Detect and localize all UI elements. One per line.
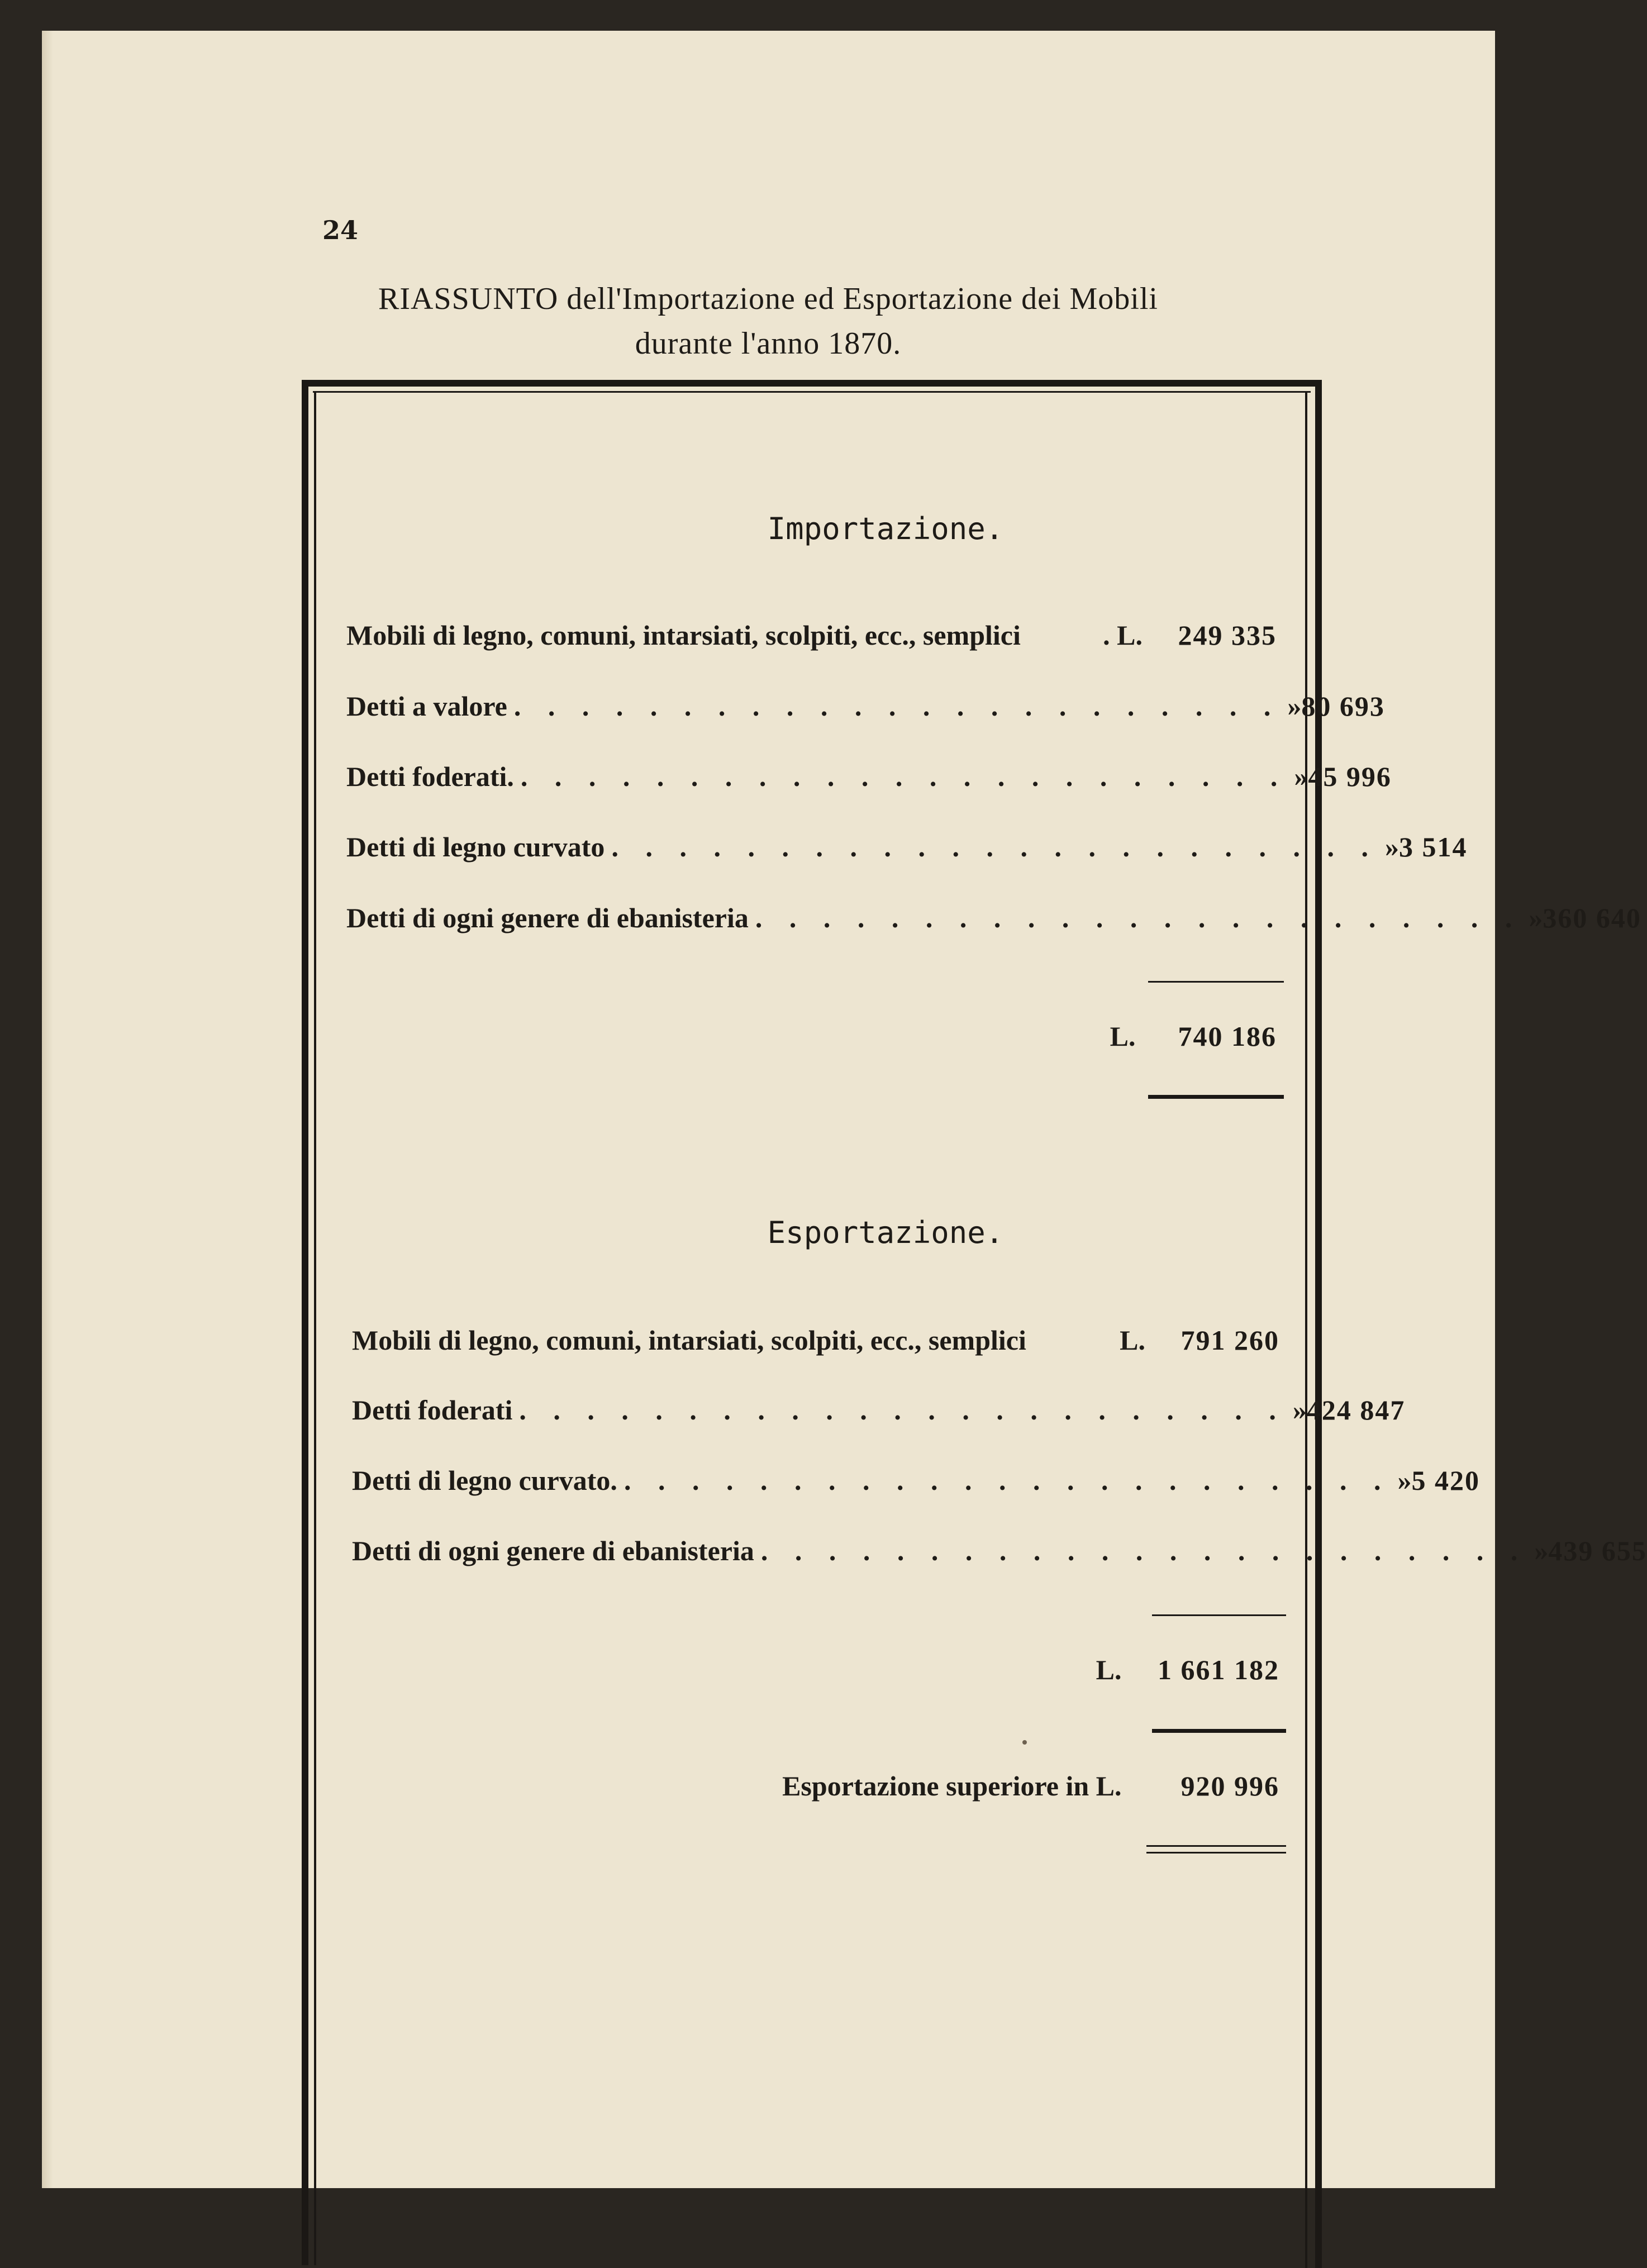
title-line-2: durante l'anno 1870.	[635, 326, 902, 361]
balance-double-rule-bottom	[1146, 1852, 1286, 1854]
export-row-4	[352, 1535, 1647, 1574]
export-row-label: Detti foderati	[352, 1394, 513, 1426]
export-row-amount: 424 847	[1306, 1394, 1406, 1426]
export-row-amount: 439 655	[1548, 1535, 1647, 1566]
import-heading: Importazione.	[767, 511, 1004, 546]
export-row-mark: »	[1534, 1535, 1549, 1566]
export-row-mark: »	[1397, 1465, 1412, 1496]
import-row-5	[346, 902, 1641, 941]
import-sum-rule	[1148, 981, 1284, 983]
import-row-amount: 3 514	[1398, 831, 1468, 863]
import-row-amount: 360 640	[1543, 902, 1641, 933]
title-line-1: RIASSUNTO dell'Importazione ed Esportazione dei Mobili	[378, 282, 1158, 316]
leader-dots: . . . . . . . . . . . . . . . . . . . . . . .	[513, 690, 1281, 722]
leader-dots: . . . . . . . . . . . . . . . . . . . . . . .	[755, 902, 1522, 933]
import-row-mark: »	[1294, 761, 1308, 792]
import-row-label: Mobili di legno, comuni, intarsiati, scolpiti, ecc., semplici	[346, 620, 1021, 651]
export-row-amount: 791 260	[1180, 1324, 1279, 1356]
export-row-mark: L.	[1120, 1324, 1145, 1356]
export-total-rule	[1152, 1729, 1286, 1733]
import-total-prefix: L.	[1110, 1021, 1136, 1052]
export-row-1	[352, 1324, 1279, 1363]
ink-speck	[1022, 1740, 1027, 1745]
export-total-prefix: L.	[1096, 1654, 1122, 1685]
import-total-rule	[1148, 1095, 1284, 1099]
frame-left-rule	[302, 380, 308, 2265]
import-row-1	[346, 619, 1277, 658]
balance-amount: 920 996	[1180, 1770, 1279, 1802]
export-heading: Esportazione.	[767, 1215, 1004, 1250]
export-row-label: Detti di ogni genere di ebanisteria	[352, 1535, 754, 1566]
import-row-mark: »	[1287, 690, 1302, 722]
import-row-label: Detti a valore	[346, 690, 507, 722]
page-title	[313, 277, 1224, 366]
import-row-label: Detti foderati.	[346, 761, 514, 792]
frame-right-rule	[1315, 380, 1322, 2268]
export-row-2	[352, 1394, 1406, 1433]
import-row-4	[346, 831, 1468, 870]
leader-dots: . . . . . . . . . . . . . . . . . . . . . . .	[611, 831, 1378, 863]
import-total-amount: 740 186	[1178, 1021, 1277, 1052]
export-sum-rule	[1152, 1614, 1286, 1616]
balance-line	[721, 1770, 1279, 1802]
export-row-label: Detti di legno curvato.	[352, 1465, 617, 1496]
page-edge	[42, 31, 53, 2188]
import-row-label: Detti di legno curvato	[346, 831, 605, 863]
frame-left-inner-rule	[314, 391, 316, 2265]
balance-double-rule-top	[1146, 1845, 1286, 1847]
import-row-mark: . L.	[1103, 620, 1143, 651]
import-row-amount: 249 335	[1178, 620, 1277, 651]
leader-dots: . . . . . . . . . . . . . . . . . . . . . . .	[623, 1465, 1391, 1496]
page-number: 24	[322, 215, 359, 245]
import-total	[1095, 1020, 1277, 1052]
balance-label: Esportazione superiore in L.	[782, 1770, 1122, 1802]
leader-dots: . . . . . . . . . . . . . . . . . . . . . . .	[519, 1394, 1286, 1426]
frame-right-inner-rule	[1305, 391, 1307, 2268]
export-row-amount: 5 420	[1411, 1465, 1480, 1496]
export-total	[1050, 1654, 1279, 1686]
import-row-2	[346, 690, 1385, 729]
import-row-mark: »	[1384, 831, 1399, 863]
export-row-3	[352, 1464, 1480, 1503]
import-row-mark: »	[1529, 902, 1543, 933]
export-row-label: Mobili di legno, comuni, intarsiati, scolpiti, ecc., semplici	[352, 1324, 1026, 1356]
import-row-amount: 45 996	[1308, 761, 1392, 792]
frame-top-inner-rule	[313, 391, 1311, 393]
export-total-amount: 1 661 182	[1158, 1654, 1279, 1685]
leader-dots: . . . . . . . . . . . . . . . . . . . . . . .	[760, 1535, 1528, 1566]
import-row-label: Detti di ogni genere di ebanisteria	[346, 902, 749, 933]
leader-dots: . . . . . . . . . . . . . . . . . . . . . . .	[520, 761, 1288, 792]
import-row-amount: 80 693	[1301, 690, 1385, 722]
frame-top-rule	[302, 380, 1322, 387]
export-row-mark: »	[1292, 1394, 1307, 1426]
import-row-3	[346, 760, 1392, 799]
